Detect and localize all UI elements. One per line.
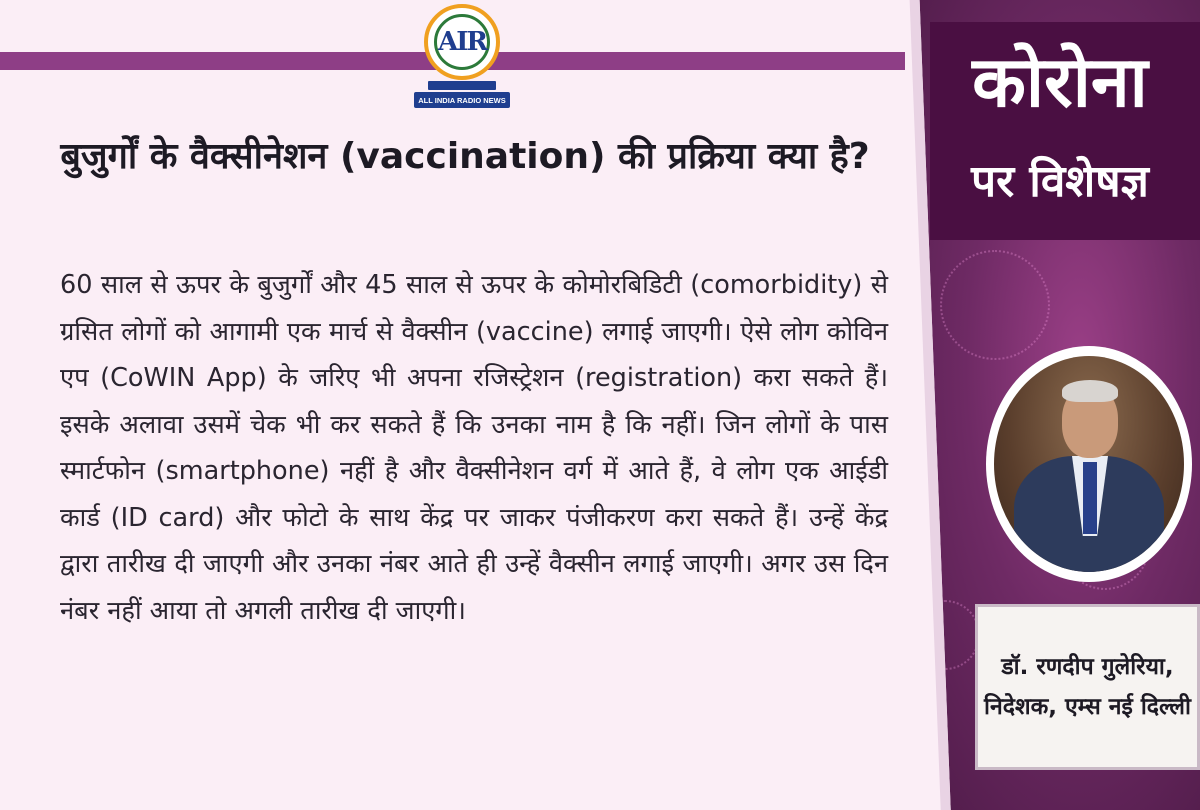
photo-hair [1062, 380, 1118, 402]
header-title-line1: कोरोना [972, 41, 1148, 123]
all-india-radio-logo [414, 4, 510, 108]
expert-caption: डॉ. रणदीप गुलेरिया, निदेशक, एम्स नई दिल्ली [984, 654, 1191, 720]
photo-tie [1083, 462, 1097, 534]
logo-letters: AIR [434, 14, 490, 70]
logo-sub-band [428, 81, 496, 90]
expert-caption-box [975, 604, 1200, 770]
expert-photo [994, 356, 1184, 572]
answer-text: 60 साल से ऊपर के बुजुर्गों और 45 साल से ऊपर के कोमोरबिडिटी (comorbidity) से ग्रसित लोगों को आगामी एक मार्च से वैक्सीन (vaccine) लगाई जाएगी। ऐसे लोग कोविन एप (CoWIN App) के जरिए भी अपना रजिस्ट्रेशन (registration) करा सकते हैं। इसके अलावा उसमें चेक भी कर सकते हैं कि उनका नाम है कि नहीं। जिन लोगों के पास स्मार्टफोन (smartphone) नहीं है और वैक्सीनेशन वर्ग में आते हैं, वे लोग एक आईडी कार्ड (ID card) और फोटो के साथ केंद्र पर जाकर पंजीकरण करा सकते हैं। उन्हें केंद्र द्वारा तारीख दी जाएगी और उनका नंबर आते ही उन्हें वैक्सीन लगाई जाएगी। अगर उस दिन नंबर नहीं आया तो अगली तारीख दी जाएगी। [60, 270, 889, 626]
question-heading: बुजुर्गों के वैक्सीनेशन (vaccination) की प्रक्रिया क्या है? [60, 136, 870, 177]
virus-pattern-icon [940, 250, 1050, 360]
header-title-line2: पर विशेषज्ञ [971, 156, 1149, 207]
logo-caption: ALL INDIA RADIO NEWS [414, 92, 510, 108]
logo-emblem [424, 4, 500, 80]
